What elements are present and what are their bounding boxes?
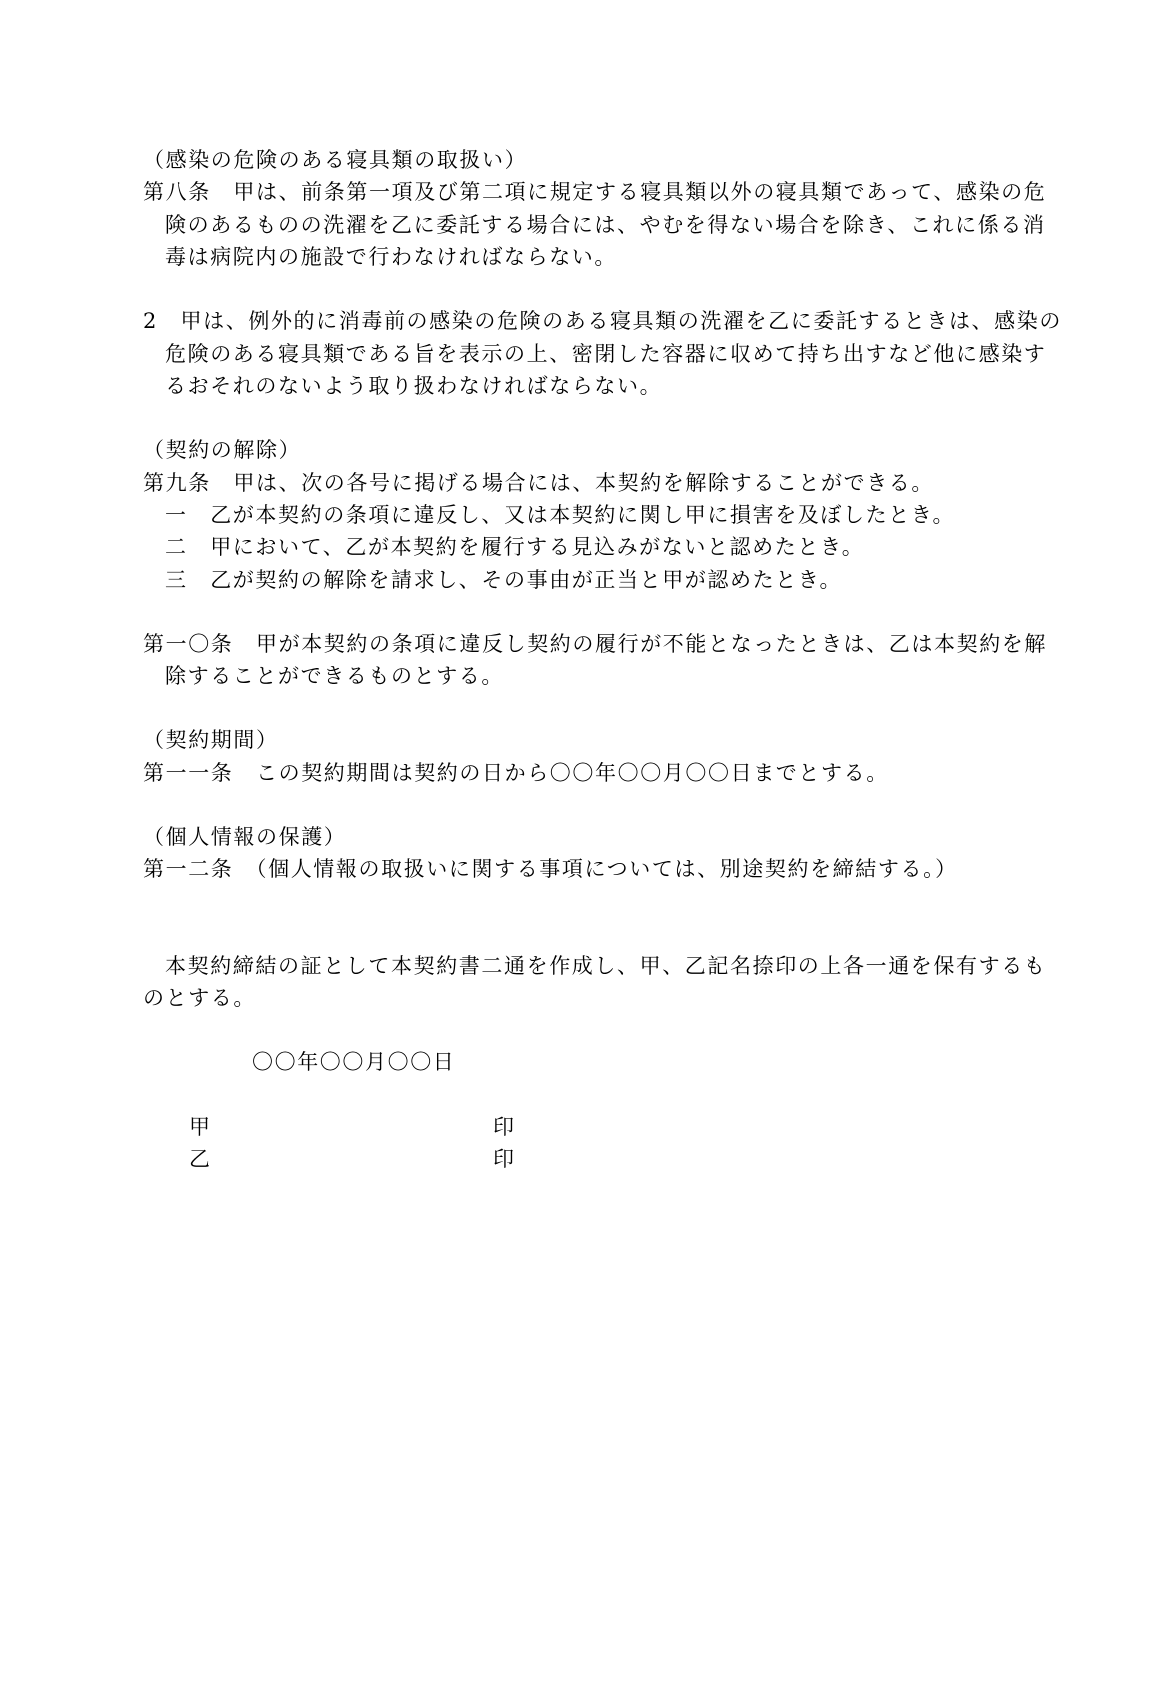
party-kou-seal: 印: [493, 1115, 516, 1139]
article-8-heading: （感染の危険のある寝具類の取扱い）: [143, 148, 528, 172]
article-10-line: 除することができるものとする。: [165, 664, 504, 688]
article-8-line: 毒は病院内の施設で行わなければならない。: [165, 245, 617, 269]
article-8-para2-line: 危険のある寝具類である旨を表示の上、密閉した容器に収めて持ち出すなど他に感染す: [165, 342, 1047, 366]
closing-line: のとする。: [143, 986, 256, 1010]
party-otsu-label: 乙: [189, 1147, 212, 1171]
article-12-heading: （個人情報の保護）: [143, 825, 347, 849]
article-9-item: 一 乙が本契約の条項に違反し、又は本契約に関し甲に損害を及ぼしたとき。: [165, 503, 956, 527]
article-12-line: 第一二条 （個人情報の取扱いに関する事項については、別途契約を締結する。）: [143, 857, 958, 881]
closing-line: 本契約締結の証として本契約書二通を作成し、甲、乙記名捺印の上各一通を保有するも: [165, 954, 1047, 978]
article-8-para2-line: るおそれのないよう取り扱わなければならない。: [165, 374, 663, 398]
article-9-line: 第九条 甲は、次の各号に掲げる場合には、本契約を解除することができる。: [143, 471, 934, 495]
article-8-line: 第八条 甲は、前条第一項及び第二項に規定する寝具類以外の寝具類であって、感染の危: [143, 180, 1047, 204]
signing-date: 〇〇年〇〇月〇〇日: [252, 1050, 456, 1074]
article-11-line: 第一一条 この契約期間は契約の日から〇〇年〇〇月〇〇日までとする。: [143, 761, 889, 785]
article-9-item: 二 甲において、乙が本契約を履行する見込みがないと認めたとき。: [165, 535, 865, 559]
article-10-line: 第一〇条 甲が本契約の条項に違反し契約の履行が不能となったときは、乙は本契約を解: [143, 632, 1047, 656]
article-8-line: 険のあるものの洗濯を乙に委託する場合には、やむを得ない場合を除き、これに係る消: [165, 213, 1046, 237]
article-9-heading: （契約の解除）: [143, 438, 302, 462]
article-11-heading: （契約期間）: [143, 728, 279, 752]
party-otsu-seal: 印: [493, 1147, 516, 1171]
article-8-para2-line: 2 甲は、例外的に消毒前の感染の危険のある寝具類の洗濯を乙に委託するときは、感染の: [143, 309, 1062, 333]
article-9-item: 三 乙が契約の解除を請求し、その事由が正当と甲が認めたとき。: [165, 568, 843, 592]
party-kou-label: 甲: [189, 1115, 212, 1139]
